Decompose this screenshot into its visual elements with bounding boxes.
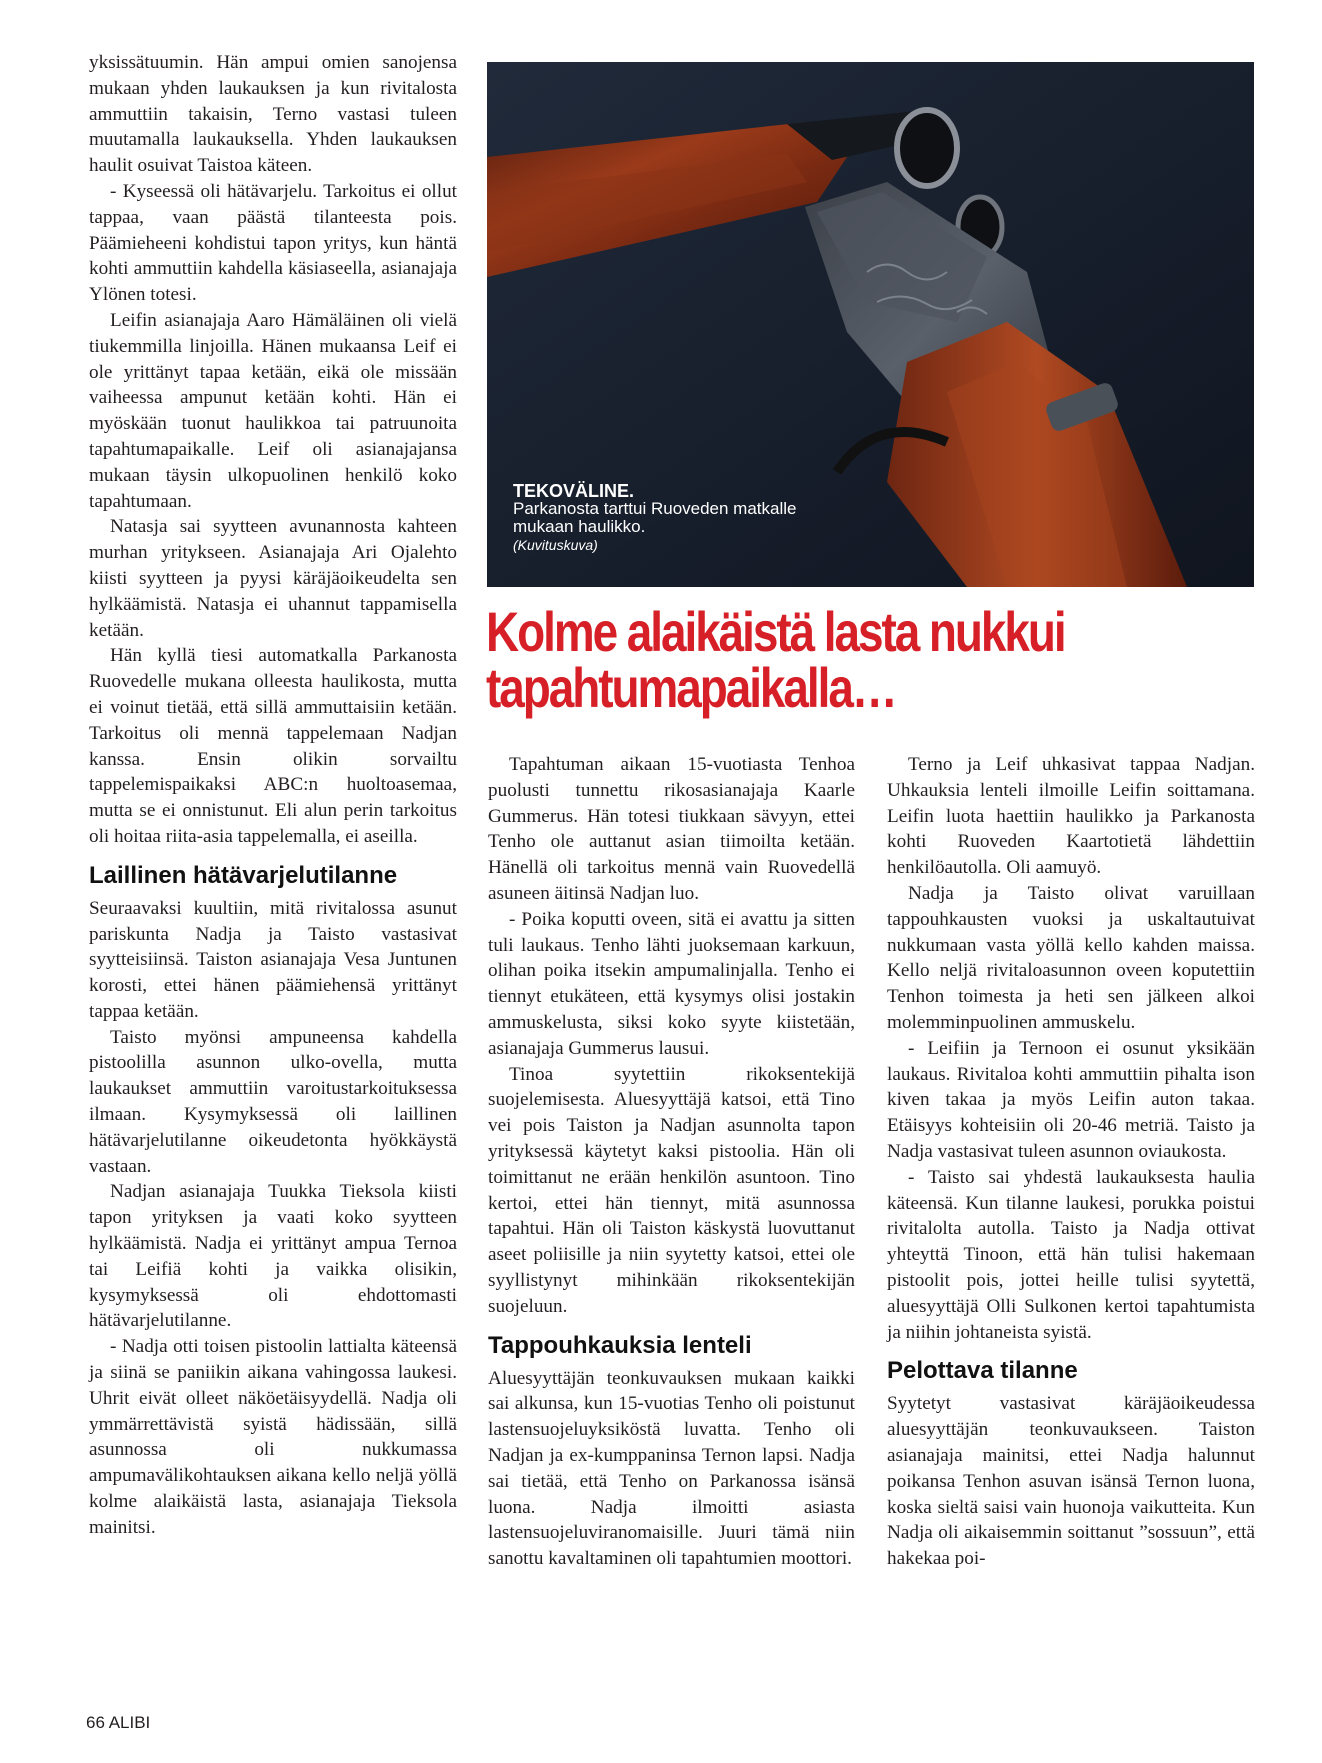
paragraph: Terno ja Leif uhkasivat tappaa Nadjan. Uhkauksia lenteli ilmoille Leifin soittamana. Leifin luota haettiin haulikko ja Parkanosta kohti Ruoveden Kaartotietä lähdettiin henkilöautolla. Oli aamuyö. <box>887 754 1255 879</box>
paragraph: - Taisto sai yhdestä laukauksesta haulia käteensä. Kun tilanne laukesi, porukka poistui rivitalolta autolla. Taisto ja Nadja ottivat yhteyttä Tinoon, että hän tulisi hakemaan pistoolit pois, jottei heille tulisi syytettä, aluesyyttäjä Olli Sulkonen kertoi tapahtumista ja niihin johtaneista syistä. <box>887 1166 1255 1343</box>
subheading: Pelottava tilanne <box>887 1357 1078 1385</box>
subheading: Laillinen hätävarjelutilanne <box>89 861 398 889</box>
paragraph: - Nadja otti toisen pistoolin lattialta käteensä ja siinä se paniikin aikana vahingossa laukesi. Uhrit eivät olleet näköetäisyydellä. Nadja oli ymmärrettävistä syistä hädissään, sillä asunnossa oli nukkumassa ampumavälikohtauksen aikana kello neljä yöllä kolme alaikäistä lasta, asianajaja Tieksola mainitsi. <box>89 1336 457 1538</box>
page-number: 66 ALIBI <box>86 1713 151 1732</box>
paragraph: - Kyseessä oli hätävarjelu. Tarkoitus ei ollut tappaa, vaan päästä tilanteesta pois. Päämieheeni kohdistui tapon yritys, kun häntä kohti ammuttiin kahdella käsiaseella, asianajaja Ylönen totesi. <box>89 180 457 306</box>
paragraph: Nadjan asianajaja Tuukka Tieksola kiisti tapon yrityksen ja vaati koko syytteen hylkäämistä. Nadja ei yrittänyt ampua Ternoa tai Leifiä kohti ja vaikka olisikin, kysymyksessä oli ehdottomasti hätävarjelutilanne. <box>89 1181 457 1332</box>
caption-credit: (Kuvituskuva) <box>513 537 598 553</box>
paragraph: Seuraavaksi kuultiin, mitä rivitalossa asunut pariskunta Nadja ja Taisto vastasivat syytteisiinsä. Taiston asianajaja Vesa Juntunen korosti, ettei hänen päämiehensä yrittänyt tappaa ketään. <box>89 897 457 1022</box>
paragraph: yksissätuumin. Hän ampui omien sanojensa mukaan yhden laukauksen ja kun rivitalosta ammuttiin takaisin, Terno vastasi tuleen muutamalla laukauksella. Yhden laukauksen haulit osuivat Taistoa käteen. <box>89 52 457 177</box>
paragraph: Tapahtuman aikaan 15-vuotiasta Tenhoa puolusti tunnettu rikosasianajaja Kaarle Gummerus. Hän totesi tiukkaan sävyyn, ettei Tenho ole auttanut asian tiimoilta ketään. Hänellä oli tarkoitus mennä vain Ruovedellä asuneen äitinsä Nadjan luo. <box>488 754 855 904</box>
headline-line-2: tapahtumapaikalla… <box>486 656 896 719</box>
paragraph: Leifin asianajaja Aaro Hämäläinen oli vielä tiukemmilla linjoilla. Hänen mukaansa Leif ei ole yrittänyt tapaa ketään, eikä ole missään vaiheessa ampunut ketään kohti. Hän ei myöskään tuonut haulikkoa tai patruunoita tapahtumapaikalle. Leif oli asianajajansa mukaan täysin ulkopuolinen henkilö koko tapahtumaan. <box>89 309 457 512</box>
section-headline <box>486 600 1265 719</box>
paragraph: - Leifiin ja Ternoon ei osunut yksikään laukaus. Rivitaloa kohti ammuttiin pihalta ison kiven takaa ja myös Leifin auton takaa. Etäisyys kohteisiin oli 20-46 metriä. Taisto ja Nadja vastasivat tuleen asunnon oviaukosta. <box>887 1037 1255 1162</box>
paragraph: Hän kyllä tiesi automatkalla Parkanosta Ruovedelle mukana olleesta haulikosta, mutta ei voinut tietää, että sillä ammuttaisiin ketään. Tarkoitus oli mennä tappelemaan Nadjan kanssa. Ensin olikin sorvailtu tappelemispaikaksi ABC:n huoltoasemaa, mutta se ei onnistunut. Eli alun perin tarkoitus oli hoitaa riita-asia tappelemalla, ei aseilla. <box>89 645 457 847</box>
headline-line-1: Kolme alaikäistä lasta nukkui <box>486 600 1065 663</box>
photo-caption <box>513 482 833 554</box>
caption-text: Parkanosta tarttui Ruoveden matkalle mukaan haulikko. <box>513 499 797 536</box>
article-column-middle <box>488 752 855 1572</box>
paragraph: Tinoa syytettiin rikoksentekijä suojelemisesta. Aluesyyttäjä katsoi, että Tino vei pois Taiston ja Nadjan asunnolta tapon yrityksessä käytetyt kaksi pistoolia. Hän oli toimittanut ne erään henkilön asuntoon. Tino kertoi, ettei hän tiennyt, mitä asunnossa tapahtui. Hän oli Taiston käskystä luovuttanut aseet poliisille ja niin syytetty katsoi, ettei ole syyllistynyt mihinkään rikoksentekijän suojeluun. <box>488 1063 855 1317</box>
article-column-left <box>89 50 457 1541</box>
article-column-right <box>887 752 1255 1572</box>
paragraph: Taisto myönsi ampuneensa kahdella pistoolilla asunnon ulko-ovella, mutta laukaukset ammuttiin varoitustarkoituksessa ilmaan. Kysymyksessä oli laillinen hätävarjelutilanne oikeudetonta hyökkäystä vastaan. <box>89 1026 457 1177</box>
paragraph: Syytetyt vastasivat käräjäoikeudessa aluesyyttäjän teonkuvaukseen. Taiston asianajaja mainitsi, ettei Nadja halunnut poikansa Tenhon asuvan isänsä Ternon luona, koska sieltä saisi vain huonoja vaikutteita. Kun Nadja oli aikaisemmin soittanut ”sossuun”, että hakekaa poi- <box>887 1393 1255 1570</box>
paragraph: Aluesyyttäjän teonkuvauksen mukaan kaikki sai alkunsa, kun 15-vuotias Tenho oli poistunut lastensuojeluyksiköstä luvatta. Tenho oli Nadjan ja ex-kumppaninsa Ternon lapsi. Nadja sai tietää, että Tenho on Parkanossa isänsä luona. Nadja ilmoitti asiasta lastensuojeluviranomaisille. Juuri tämä niin sanottu kavaltaminen oli tapahtumien moottori. <box>488 1367 855 1570</box>
paragraph: Natasja sai syytteen avunannosta kahteen murhan yritykseen. Asianajaja Ari Ojalehto kiisti syytteen ja pyysi käräjäoikeudelta sen hylkäämistä. Natasja ei uhannut tappamisella ketään. <box>89 516 457 641</box>
subheading: Tappouhkauksia lenteli <box>488 1331 752 1359</box>
shotgun-photo <box>487 62 1254 587</box>
paragraph: Nadja ja Taisto olivat varuillaan tappouhkausten vuoksi ja uskaltautuivat nukkumaan vasta yöllä kello kahden maissa. Kello neljä rivitaloasunnon oveen koputettiin Tenhon toimesta ja heti sen jälkeen alkoi molemminpuolinen ammuskelu. <box>887 882 1255 1033</box>
caption-title: TEKOVÄLINE. <box>513 481 635 501</box>
paragraph: - Poika koputti oveen, sitä ei avattu ja sitten tuli laukaus. Tenho lähti juoksemaan karkuun, olihan poika itsekin ampumalinjalla. Tenho ei tiennyt etukäteen, että kysymys olisi jostakin ammuskelusta, siksi koko syyte kiistetään, asianajaja Gummerus lausui. <box>488 908 855 1059</box>
